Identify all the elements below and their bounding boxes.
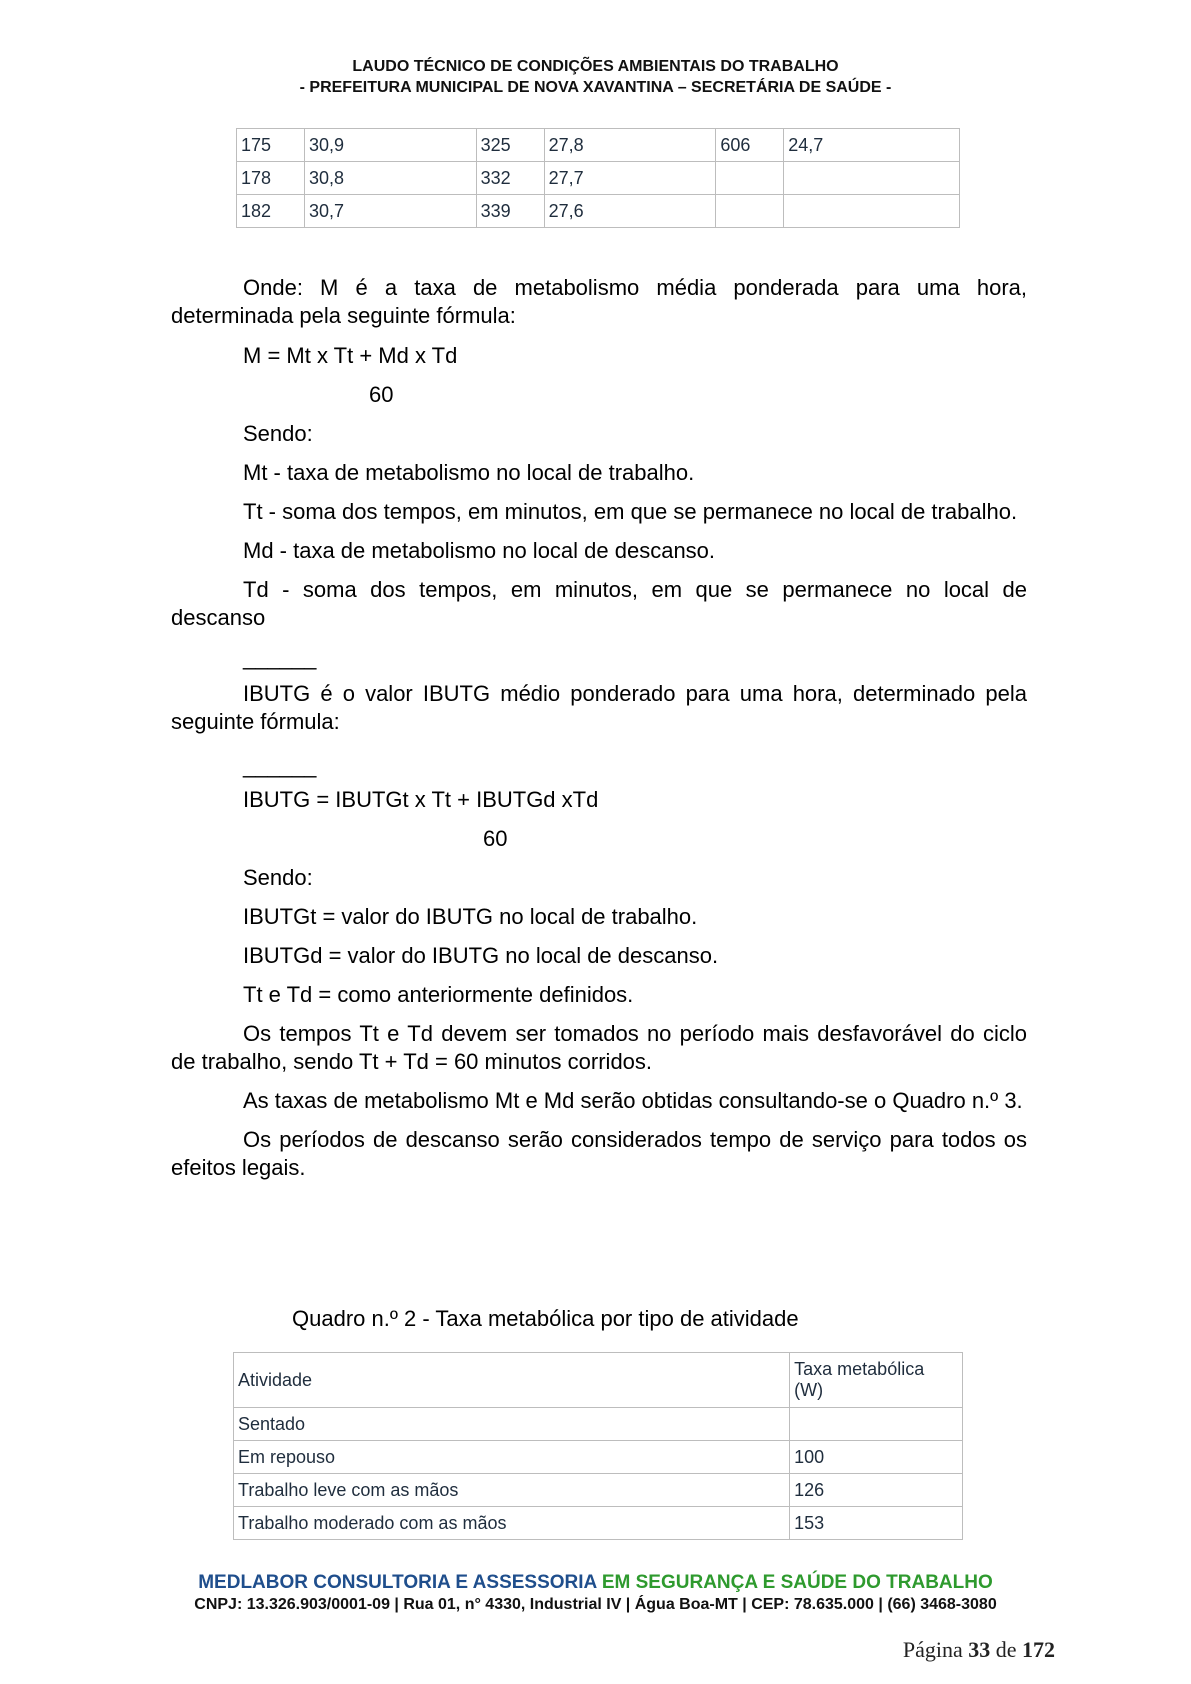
paragraph-ibutg-definition: IBUTG é o valor IBUTG médio ponderado para uma hora, determinado pela seguinte fórmula: [171,681,1027,734]
formula-metabolism-denominator: 60 [369,382,394,407]
formula-metabolism: M = Mt x Tt + Md x Td [243,343,458,368]
document-body [171,274,1027,1182]
table-cell: Trabalho moderado com as mãos [234,1507,790,1540]
table-cell [716,195,784,228]
formula-ibutg-denominator: 60 [483,826,508,851]
page-total: 172 [1022,1637,1055,1662]
table-cell: 126 [790,1474,963,1507]
table-cell: 332 [476,162,544,195]
definition-ibutgt: IBUTGt = valor do IBUTG no local de trabalho. [243,904,698,929]
paragraph-rest-periods: Os períodos de descanso serão considerados tempo de serviço para todos os efeitos legais. [171,1127,1027,1180]
paragraph-metabolism-rates: As taxas de metabolismo Mt e Md serão obtidas consultando-se o Quadro n.º 3. [243,1088,1023,1113]
page-number [903,1637,1055,1663]
table-cell: 30,8 [304,162,476,195]
table-row [234,1507,963,1540]
table-cell: 606 [716,129,784,162]
table-cell: 178 [237,162,305,195]
header-title: LAUDO TÉCNICO DE CONDIÇÕES AMBIENTAIS DO TRABALHO [352,58,839,75]
label-sendo: Sendo: [243,421,313,446]
table-row [237,129,960,162]
table-cell: 27,8 [544,129,716,162]
table-cell: 27,7 [544,162,716,195]
definition-ibutgd: IBUTGd = valor do IBUTG no local de descanso. [243,943,719,968]
table-cell [790,1408,963,1441]
table-cell: 153 [790,1507,963,1540]
paragraph-metabolism-definition: Onde: M é a taxa de metabolismo média ponderada para uma hora, determinada pela seguinte fórmula: [171,275,1027,328]
definition-md: Md - taxa de metabolismo no local de descanso. [243,538,716,563]
table-row [237,195,960,228]
paragraph-time-period: Os tempos Tt e Td devem ser tomados no período mais desfavorável do ciclo de trabalho, sendo Tt + Td = 60 minutos corridos. [171,1021,1027,1074]
table-cell: 100 [790,1441,963,1474]
header-subtitle: - PREFEITURA MUNICIPAL DE NOVA XAVANTINA – SECRETÁRIA DE SAÚDE - [299,79,892,96]
table-cell: 325 [476,129,544,162]
table-header-row [234,1353,963,1408]
definition-mt: Mt - taxa de metabolismo no local de trabalho. [243,460,695,485]
table-row [234,1441,963,1474]
page-label: Página [902,1637,963,1662]
table-row [237,162,960,195]
table-caption: Quadro n.º 2 - Taxa metabólica por tipo de atividade [292,1306,799,1331]
document-header [0,56,1191,98]
overline-mark: ______ [243,753,317,778]
overline-mark: ______ [243,645,317,670]
table-cell: 30,7 [304,195,476,228]
footer-company-tagline: EM SEGURANÇA E SAÚDE DO TRABALHO [601,1572,993,1593]
table-cell: 339 [476,195,544,228]
table-cell: 175 [237,129,305,162]
formula-ibutg: IBUTG = IBUTGt x Tt + IBUTGd xTd [243,787,599,812]
definition-tt: Tt - soma dos tempos, em minutos, em que se permanece no local de trabalho. [243,499,1018,524]
table-cell [716,162,784,195]
table-cell: Sentado [234,1408,790,1441]
table-cell [784,162,960,195]
table-cell: Trabalho leve com as mãos [234,1474,790,1507]
table-row [234,1474,963,1507]
table-cell: 30,9 [304,129,476,162]
table-cell: 27,6 [544,195,716,228]
label-sendo: Sendo: [243,865,313,890]
definition-td: Td - soma dos tempos, em minutos, em que se permanece no local de descanso [171,577,1027,630]
table-cell [784,195,960,228]
page-of: de [995,1637,1017,1662]
table-cell: 182 [237,195,305,228]
page-current: 33 [968,1637,991,1662]
footer-address: CNPJ: 13.326.903/0001-09 | Rua 01, n° 4330, Industrial IV | Água Boa-MT | CEP: 78.635.000 | (66) 3468-3080 [194,1596,997,1613]
column-header-activity: Atividade [234,1353,790,1408]
ibutg-limits-table [236,128,960,228]
table-cell: 24,7 [784,129,960,162]
metabolic-rate-table [233,1352,963,1540]
definition-tt-td: Tt e Td = como anteriormente definidos. [243,982,634,1007]
table-row [234,1408,963,1441]
table-cell: Em repouso [234,1441,790,1474]
column-header-metabolic-rate: Taxa metabólica (W) [790,1353,963,1408]
footer-company-name: MEDLABOR CONSULTORIA E ASSESSORIA [198,1572,597,1593]
footer-company [0,1572,1191,1594]
